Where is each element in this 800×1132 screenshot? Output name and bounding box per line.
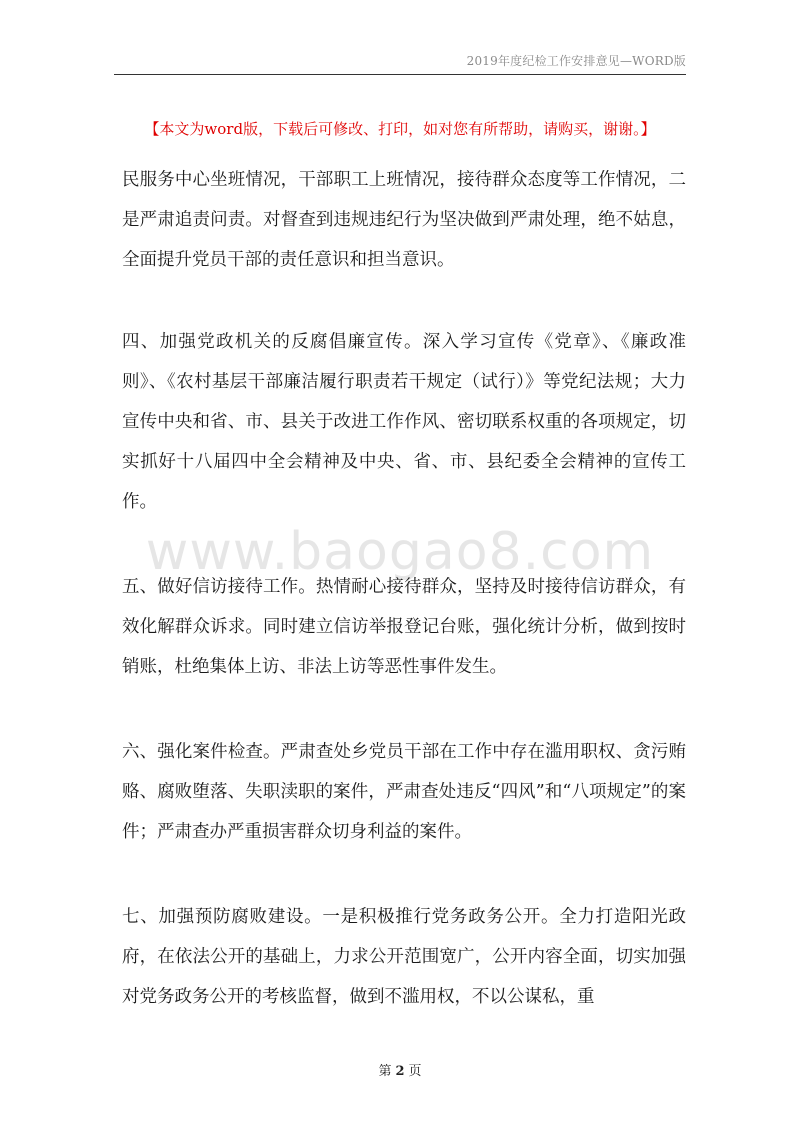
document-header-title: 2019年度纪检工作安排意见—WORD版: [466, 54, 686, 68]
paragraph-continuation: 民服务中心坐班情况，干部职工上班情况，接待群众态度等工作情况，二是严肃追责问责。对督查到违规违纪行为坚决做到严肃处理，绝不姑息，全面提升党员干部的责任意识和担当意识。: [122, 170, 686, 270]
document-body: [122, 160, 686, 1062]
footer-prefix: 第: [378, 1064, 392, 1079]
page-footer: [0, 1060, 800, 1079]
paragraph-section-5: 五、做好信访接待工作。热情耐心接待群众，坚持及时接待信访群众，有效化解群众诉求。同时建立信访举报登记台账，强化统计分析，做到按时销账，杜绝集体上访、非法上访等恶性事件发生。: [122, 577, 686, 677]
paragraph-section-7: 七、加强预防腐败建设。一是积极推行党务政务公开。全力打造阳光政府，在依法公开的基础上，力求公开范围宽广，公开内容全面，切实加强对党务政务公开的考核监督，做到不滥用权，不以公谋私，重: [122, 907, 686, 1007]
purchase-notice: 【本文为word版，下载后可修改、打印，如对您有所帮助，请购买，谢谢。】: [144, 120, 656, 138]
paragraph-section-6: 六、强化案件检查。严肃查处乡党员干部在工作中存在滥用职权、贪污贿赂、腐败堕落、失职渎职的案件，严肃查处违反“四风”和“八项规定”的案件；严肃查办严重损害群众切身利益的案件。: [122, 742, 686, 842]
paragraph-section-4: 四、加强党政机关的反腐倡廉宣传。深入学习宣传《党章》、《廉政准则》、《农村基层干部廉洁履行职责若干规定（试行）》等党纪法规；大力宣传中央和省、市、县关于改进工作作风、密切联系权重的各项规定，切实抓好十八届四中全会精神及中央、省、市、县纪委全会精神的宣传工作。: [122, 332, 686, 512]
page-number: 2: [395, 1064, 405, 1079]
footer-suffix: 页: [408, 1064, 422, 1079]
watermark: www.baogao8.com: [145, 522, 655, 582]
header-divider: [114, 74, 686, 75]
